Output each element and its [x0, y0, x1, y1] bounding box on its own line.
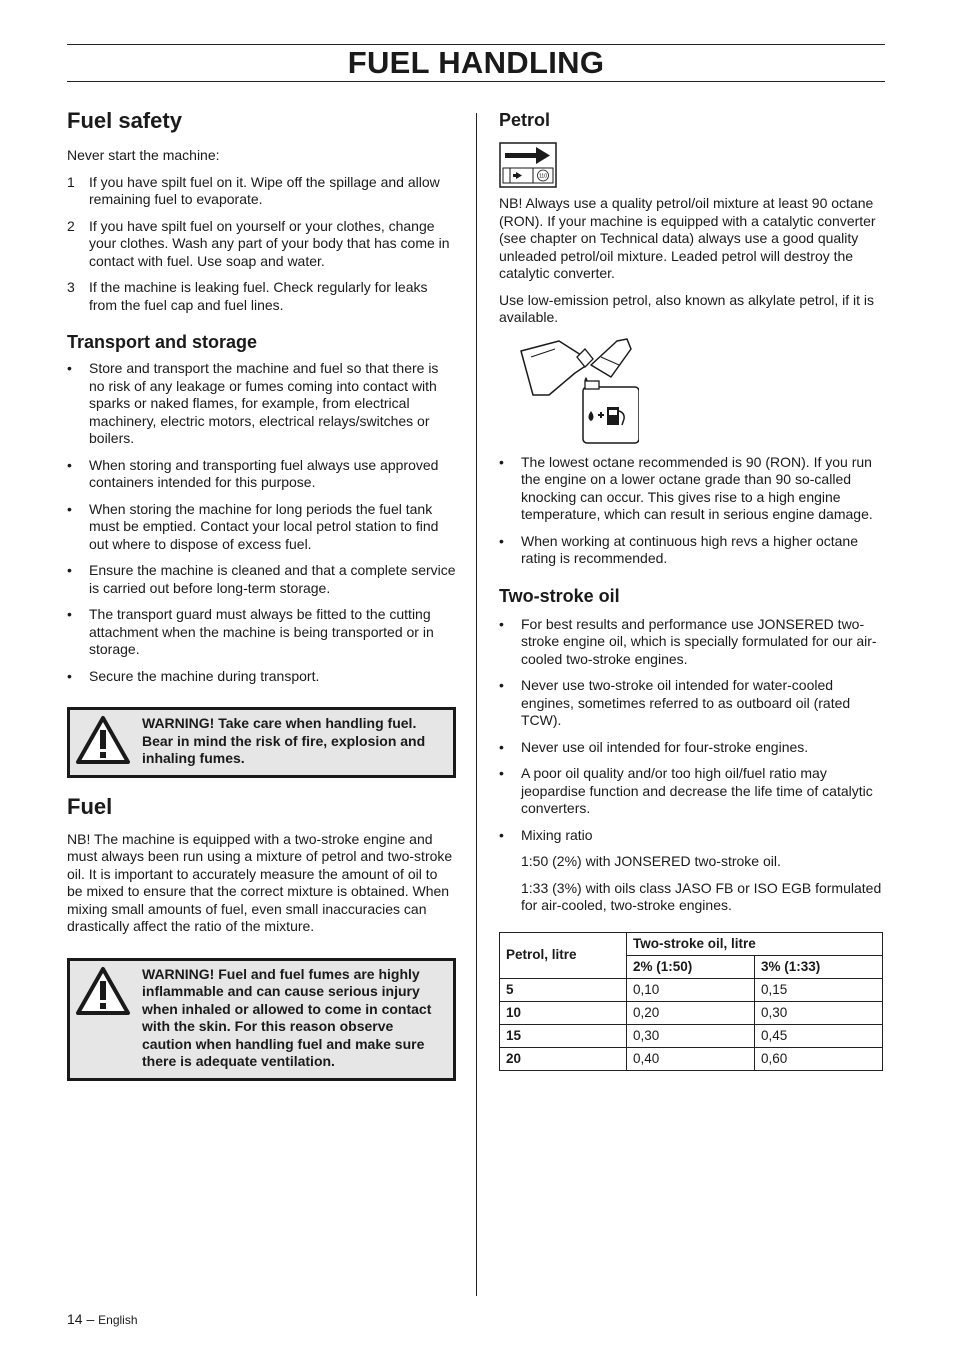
warning-triangle-icon: [75, 715, 131, 765]
fuel-safety-intro: Never start the machine:: [67, 147, 220, 163]
list-item: • Secure the machine during transport.: [67, 667, 320, 684]
mixing-ratio-jonsered: 1:50 (2%) with JONSERED two-stroke oil.: [521, 853, 781, 869]
page-ref-number: 110: [539, 173, 547, 180]
list-item: 3 If the machine is leaking fuel. Check regularly for leaks from the fuel cap and fuel lines.: [67, 279, 428, 313]
transport-heading: Transport and storage: [67, 332, 258, 352]
list-item: • When storing the machine for long periods the fuel tank must be emptied. Contact your local petrol station to find out where to dispose of excess fuel.: [67, 500, 439, 552]
fuel-fumes-warning: WARNING! Fuel and fuel fumes are highly inflammable and can cause serious injury when inhaled or allowed to come in contact with the skin. For this reason observe caution when handling fuel and make sure there is adequate ventilation.: [67, 958, 456, 1081]
fuel-safety-heading: Fuel safety: [67, 108, 182, 133]
footer-language: English: [98, 1313, 138, 1327]
page-footer: [67, 1311, 138, 1330]
list-item: • The lowest octane recommended is 90 (RON). If you run the engine on a lower octane grade than 90 so-called knocking can occur. This gives rise to a high engine temperature, which can result in serious engine damage.: [499, 453, 873, 522]
fuel-safety-list: [67, 174, 456, 315]
list-item: • Mixing ratio: [499, 826, 593, 843]
list-item: 1 If you have spilt fuel on it. Wipe off the spillage and allow remaining fuel to evaporate.: [67, 173, 440, 207]
table-header-oil: Two-stroke oil, litre: [627, 932, 883, 955]
page-title: FUEL HANDLING: [347, 45, 605, 80]
table-row: 20 0,40 0,60: [500, 1047, 883, 1070]
page-number: 14 –: [67, 1311, 95, 1327]
fuel-handling-warning: WARNING! Take care when handling fuel. Bear in mind the risk of fire, explosion and inhaling fumes.: [67, 707, 456, 778]
table-row: 5 0,10 0,15: [500, 978, 883, 1001]
fuel-body: NB! The machine is equipped with a two-stroke engine and must always been run using a mixture of petrol and two-stroke oil. It is important to accurately measure the amount of oil to be mixed to ensure that the correct mixture is obtained. When mixing small amounts of fuel, even small inaccuracies can drastically affect the ratio of the mixture.: [67, 830, 453, 934]
two-stroke-oil-heading: Two-stroke oil: [499, 585, 620, 606]
see-page-reference-icon: [499, 142, 557, 188]
header-bottom-rule: [67, 81, 885, 82]
list-item: • When working at continuous high revs a higher octane rating is recommended.: [499, 532, 858, 566]
list-item: • For best results and performance use JONSERED two-stroke engine oil, which is specially formulated for our air-cooled two-stroke engines.: [499, 615, 877, 667]
warning-triangle-icon: [75, 966, 131, 1016]
mixing-ratio-table: [499, 932, 883, 1071]
left-column: [67, 108, 456, 1081]
table-row: 10 0,20 0,30: [500, 1001, 883, 1024]
petrol-list: [499, 454, 885, 568]
list-item: • Never use two-stroke oil intended for water-cooled engines, sometimes referred to as outboard oil (rated TCW).: [499, 677, 851, 728]
table-header-2pct: 2% (1:50): [627, 955, 755, 978]
right-column: [499, 108, 885, 1071]
oil-list: [499, 616, 885, 845]
petrol-paragraph-1: NB! Always use a quality petrol/oil mixture at least 90 octane (RON). If your machine is equipped with a catalytic converter (see chapter on Technical data) always use a good quality unleaded petrol/oil mixture. Leaded petrol will destroy the catalytic converter.: [499, 195, 876, 281]
petrol-heading: Petrol: [499, 110, 551, 130]
list-item: • The transport guard must always be fitted to the cutting attachment when the machine is being transported or in storage.: [67, 606, 434, 657]
list-item: • When storing and transporting fuel always use approved containers intended for this purpose.: [67, 456, 439, 490]
list-item: • A poor oil quality and/or too high oil/fuel ratio may jeopardise function and decrease the life time of catalytic converters.: [499, 765, 873, 816]
fuel-mixing-illustration: [519, 337, 639, 445]
table-row: 15 0,30 0,45: [500, 1024, 883, 1047]
transport-list: [67, 360, 456, 685]
table-header-3pct: 3% (1:33): [755, 955, 883, 978]
mixing-ratio-jaso: 1:33 (3%) with oils class JASO FB or ISO EGB formulated for air-cooled, two-stroke engines.: [521, 879, 882, 913]
column-divider: [476, 113, 477, 1296]
list-item: • Store and transport the machine and fuel so that there is no risk of any leakage or fumes coming into contact with sparks or naked flames, for example, from electrical machinery, electric motors, electrical relays/switches or boilers.: [67, 360, 439, 446]
petrol-paragraph-2: Use low-emission petrol, also known as alkylate petrol, if it is available.: [499, 291, 875, 325]
table-header-petrol: Petrol, litre: [500, 932, 627, 978]
list-item: • Never use oil intended for four-stroke engines.: [499, 738, 809, 755]
fuel-heading: Fuel: [67, 793, 113, 819]
list-item: • Ensure the machine is cleaned and that a complete service is carried out before long-term storage.: [67, 562, 456, 596]
list-item: 2 If you have spilt fuel on yourself or your clothes, change your clothes. Wash any part of your body that has come in contact with fuel. Use soap and water.: [67, 217, 450, 269]
